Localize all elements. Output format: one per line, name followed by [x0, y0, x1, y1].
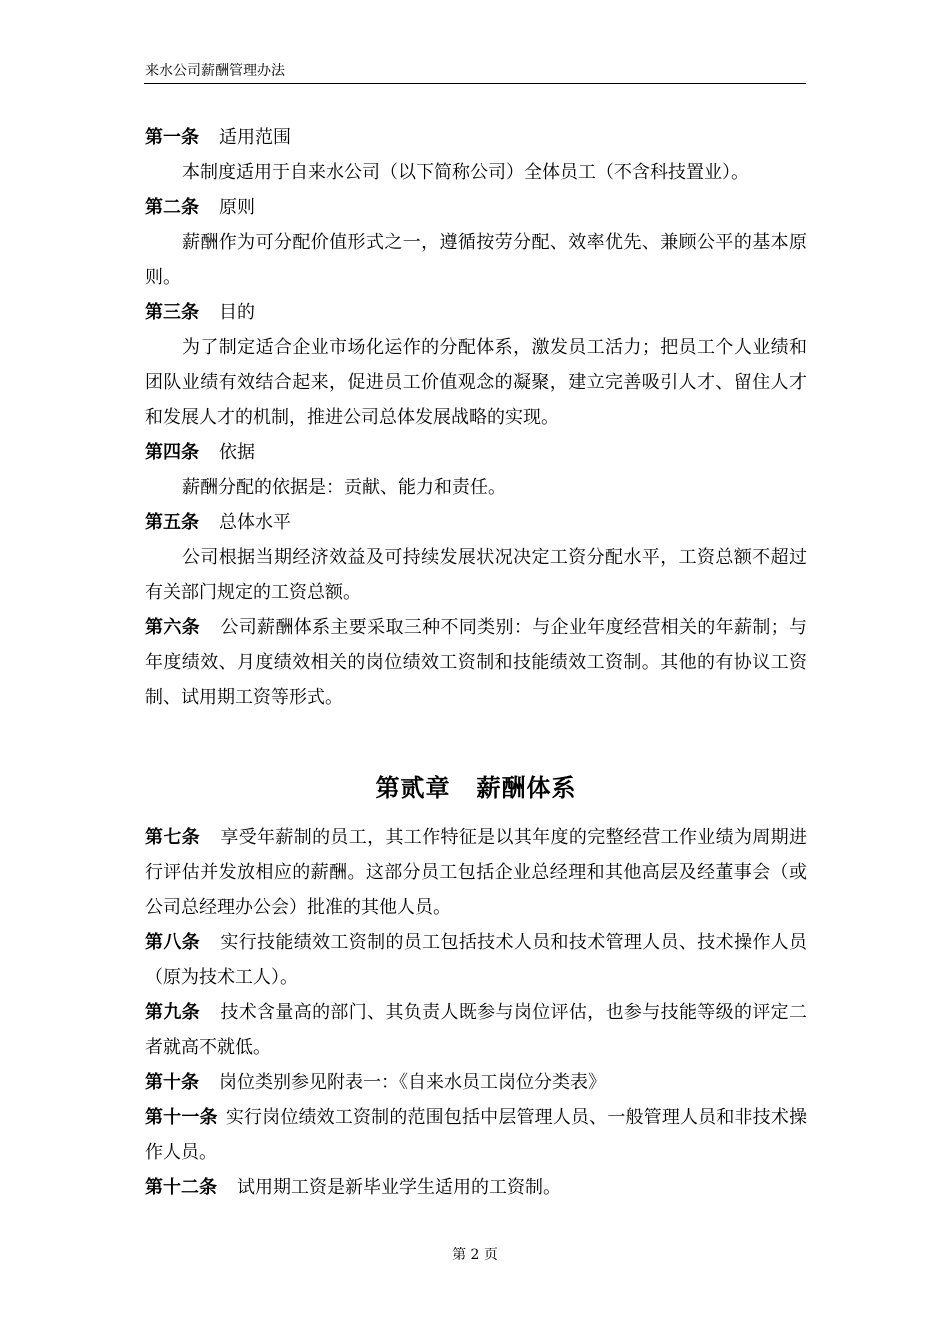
article-heading — [145, 435, 807, 470]
article-paragraph — [145, 1170, 807, 1205]
article-paragraph — [145, 925, 807, 995]
article-number: 第十条 — [145, 1072, 199, 1093]
chapter-number: 第贰章 — [375, 773, 451, 802]
article-heading — [145, 190, 807, 225]
article-number: 第一条 — [145, 127, 199, 148]
article-body: 薪酬分配的依据是：贡献、能力和责任。 — [182, 477, 506, 498]
article-title: 目的 — [219, 302, 255, 323]
article-paragraph — [145, 610, 807, 715]
article-body: 薪酬作为可分配价值形式之一，遵循按劳分配、效率优先、兼顾公平的基本原则。 — [145, 232, 807, 288]
article-text: 实行技能绩效工资制的员工包括技术人员和技术管理人员、技术操作人员（原为技术工人）。 — [145, 932, 807, 988]
article-paragraph — [145, 1065, 807, 1100]
article-heading — [145, 505, 807, 540]
article-number: 第五条 — [145, 512, 199, 533]
article-paragraph — [145, 820, 807, 925]
article-number: 第九条 — [145, 1002, 201, 1023]
page-number: 第 2 页 — [452, 1247, 498, 1263]
article-text: 实行岗位绩效工资制的范围包括中层管理人员、一般管理人员和非技术操作人员。 — [145, 1107, 808, 1163]
article-number: 第十二条 — [145, 1177, 217, 1198]
article-text: 享受年薪制的员工，其工作特征是以其年度的完整经营工作业绩为周期进行评估并发放相应的薪酬。这部分员工包括企业总经理和其他高层及经董事会（或公司总经理办公会）批准的其他人员。 — [145, 827, 807, 918]
section-general-provisions — [145, 120, 807, 715]
article-text: 技术含量高的部门、其负责人既参与岗位评估，也参与技能等级的评定二者就高不就低。 — [145, 1002, 807, 1058]
article-heading — [145, 120, 807, 155]
article-heading — [145, 295, 807, 330]
article-number: 第六条 — [145, 617, 201, 638]
article-text: 公司薪酬体系主要采取三种不同类别：与企业年度经营相关的年薪制；与年度绩效、月度绩效相关的岗位绩效工资制和技能绩效工资制。其他的有协议工资制、试用期工资等形式。 — [145, 617, 807, 708]
article-number: 第七条 — [145, 827, 201, 848]
chapter-heading — [145, 768, 807, 808]
article-paragraph — [145, 1100, 807, 1170]
article-title: 原则 — [219, 197, 255, 218]
article-title: 适用范围 — [219, 127, 291, 148]
article-text: 岗位类别参见附表一：《自来水员工岗位分类表》 — [219, 1072, 606, 1093]
article-title: 总体水平 — [219, 512, 291, 533]
article-body: 公司根据当期经济效益及可持续发展状况决定工资分配水平，工资总额不超过有关部门规定的工资总额。 — [145, 547, 807, 603]
section-compensation-system — [145, 820, 807, 1205]
article-number: 第三条 — [145, 302, 199, 323]
article-paragraph — [145, 995, 807, 1065]
article-number: 第八条 — [145, 932, 201, 953]
header-divider — [144, 83, 806, 84]
article-body: 本制度适用于自来水公司（以下简称公司）全体员工（不含科技置业）。 — [182, 162, 749, 183]
chapter-title: 薪酬体系 — [476, 773, 577, 802]
article-number: 第二条 — [145, 197, 199, 218]
article-text: 试用期工资是新毕业学生适用的工资制。 — [237, 1177, 561, 1198]
article-number: 第十一条 — [145, 1107, 218, 1128]
article-number: 第四条 — [145, 442, 199, 463]
article-title: 依据 — [219, 442, 255, 463]
running-header: 来水公司薪酬管理办法 — [145, 63, 285, 79]
article-body: 为了制定适合企业市场化运作的分配体系，激发员工活力；把员工个人业绩和团队业绩有效结合起来，促进员工价值观念的凝聚，建立完善吸引人才、留住人才和发展人才的机制，推进公司总体发展战略的实现。 — [145, 337, 807, 428]
